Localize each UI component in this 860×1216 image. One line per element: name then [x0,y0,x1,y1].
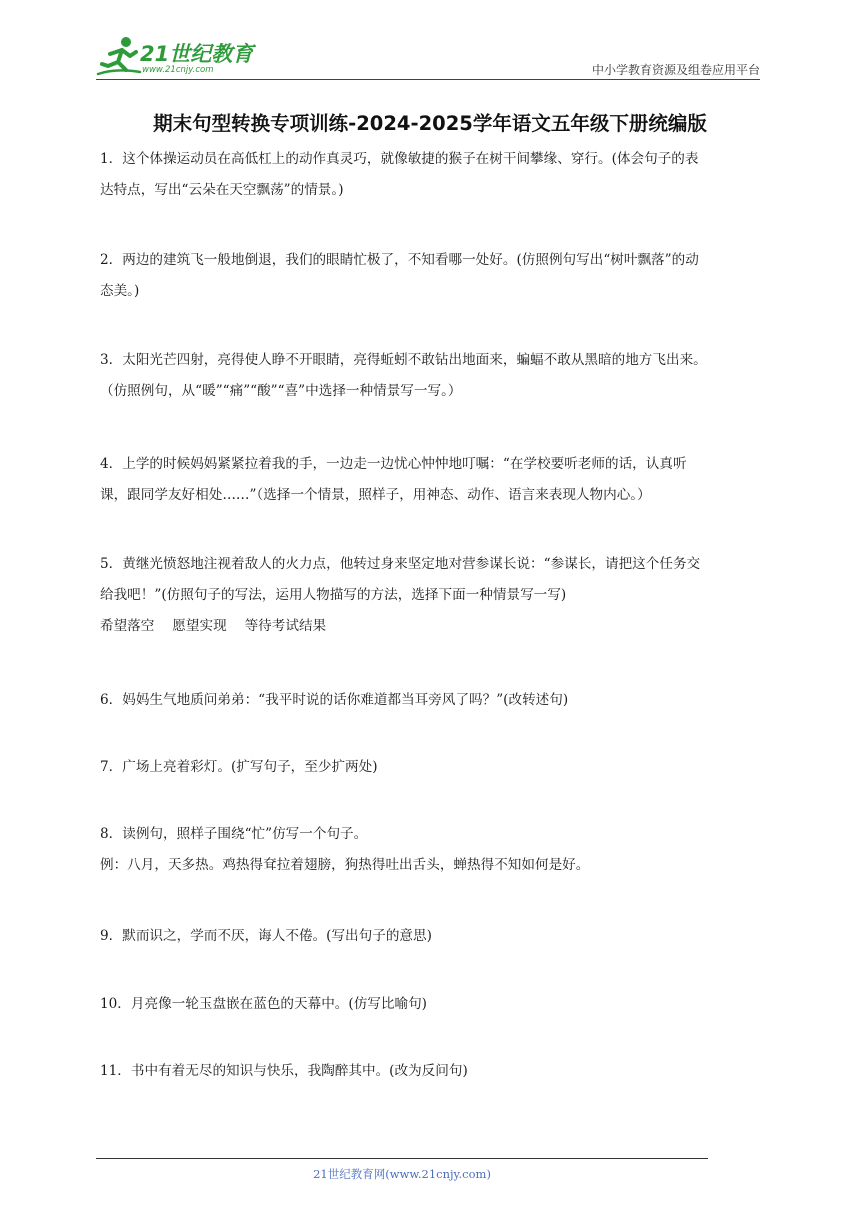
question-4 [100,449,768,511]
question-line: 态美。) [100,283,140,299]
question-line: 4．上学的时候妈妈紧紧拉着我的手，一边走一边忧心忡忡地叮嘱：“在学校要听老师的话，认真听 [100,456,687,472]
platform-name: 中小学教育资源及组卷应用平台 [591,63,760,77]
question-line: （仿照例句，从“暖”“痛”“酸”“喜”中选择一种情景写一写。） [100,383,462,399]
logo [96,34,266,78]
document-title: 期末句型转换专项训练-2024-2025学年语文五年级下册统编版 [153,112,707,135]
question-line: 3．太阳光芒四射，亮得使人睁不开眼睛，亮得蚯蚓不敢钻出地面来，蝙蝠不敢从黑暗的地方飞出来。 [100,352,707,368]
runner-logo-icon [96,34,144,78]
question-line: 8．读例句，照样子围绕“忙”仿写一个句子。 [100,826,368,842]
page-header [96,34,760,80]
question-line: 1．这个体操运动员在高低杠上的动作真灵巧，就像敏捷的猴子在树干间攀缘、穿行。(体会句子的表 [100,151,699,167]
question-line: 课，跟同学友好相处……”（选择一个情景，照样子，用神态、动作、语言来表现人物内心。） [100,487,651,503]
question-5 [100,549,768,642]
footer-text: 21世纪教育网(www.21cnjy.com) [313,1167,491,1181]
question-line: 9．默而识之，学而不厌，诲人不倦。(写出句子的意思) [100,928,432,944]
logo-url: www.21cnjy.com [142,65,214,75]
footer-divider [96,1158,708,1159]
question-line: 达特点，写出“云朵在天空飘荡”的情景。) [100,182,344,198]
question-line: 7．广场上亮着彩灯。(扩写句子，至少扩两处) [100,759,378,775]
question-line: 6．妈妈生气地质问弟弟：“我平时说的话你难道都当耳旁风了吗？”(改转述句) [100,692,569,708]
example-sentence: 例：八月，天多热。鸡热得耷拉着翅膀，狗热得吐出舌头，蝉热得不知如何是好。 [100,857,590,873]
question-10 [100,989,768,1020]
question-8 [100,819,768,881]
question-1 [100,144,768,206]
situation-options: 希望落空 愿望实现 等待考试结果 [100,618,327,634]
question-line: 11．书中有着无尽的知识与快乐，我陶醉其中。(改为反问句) [100,1063,468,1079]
question-line: 2．两边的建筑飞一般地倒退，我们的眼睛忙极了，不知看哪一处好。(仿照例句写出“树叶飘落”的动 [100,252,699,268]
question-7 [100,752,768,783]
question-3 [100,345,768,407]
question-line: 给我吧！”(仿照句子的写法，运用人物描写的方法，选择下面一种情景写一写) [100,587,567,603]
question-6 [100,685,768,716]
question-9 [100,921,768,952]
question-2 [100,245,768,307]
question-line: 10．月亮像一轮玉盘嵌在蓝色的天幕中。(仿写比喻句) [100,996,427,1012]
question-11 [100,1056,768,1087]
logo-text: 21世纪教育 [140,42,254,66]
header-divider [96,79,760,80]
question-line: 5．黄继光愤怒地注视着敌人的火力点，他转过身来坚定地对营参谋长说：“参谋长，请把这个任务交 [100,556,701,572]
